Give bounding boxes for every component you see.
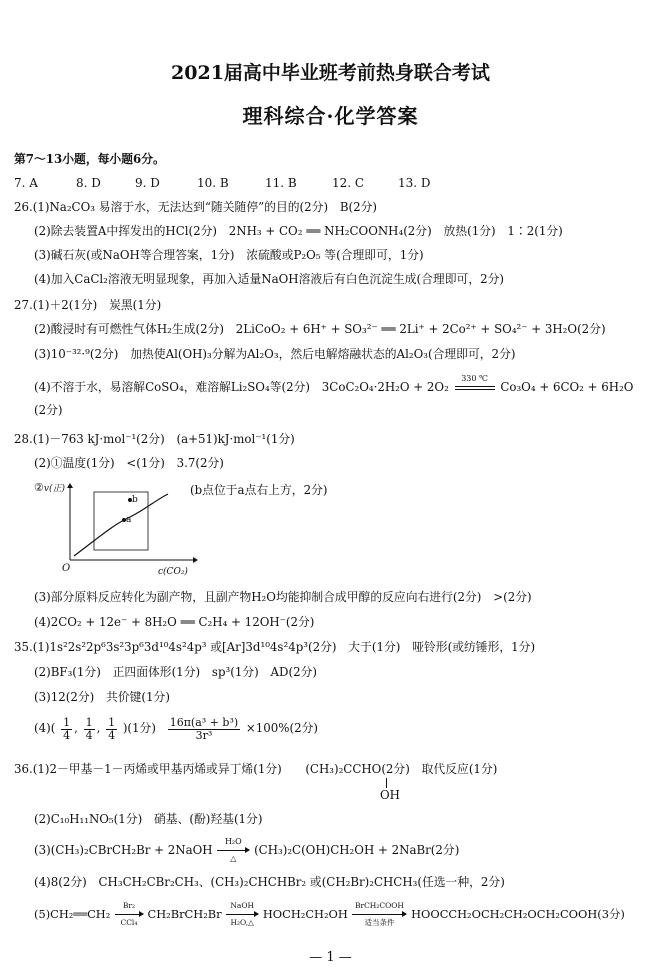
q36-l3-lhs: (3)(CH₃)₂CBrCH₂Br + 2NaOH <box>34 843 213 857</box>
region-box <box>94 492 148 550</box>
graph-y-label: v(正) <box>43 484 65 494</box>
point-b-label: b <box>132 495 138 505</box>
q35-line-3: (3)12(2分) 共价键(1分) <box>34 690 170 704</box>
mc-answer: 11. B <box>265 176 297 190</box>
graph-origin: O <box>62 563 71 574</box>
x-axis-arrow <box>193 557 198 563</box>
q36-l3-rhs: (CH₃)₂C(OH)CH₂OH + 2NaBr(2分) <box>254 843 460 857</box>
q28-line-4: (4)2CO₂ + 12e⁻ + 8H₂O ══ C₂H₄ + 12OH⁻(2分) <box>34 615 315 629</box>
q35-l4-prefix: (4)( <box>34 721 56 735</box>
reaction-condition: NaOH <box>230 901 255 910</box>
q26-line-2: (2)除去装置A中挥发出的HCl(2分) 2NH₃ + CO₂ ══ NH₂COONH₄(2分) 放热(1分) 1∶2(1分) <box>34 224 563 238</box>
q27-line-2: (2)酸浸时有可燃性气体H₂生成(2分) 2LiCoO₂ + 6H⁺ + SO₃²⁻ ══ 2Li⁺ + 2Co²⁺ + SO₄²⁻ + 3H₂O(2分) <box>34 322 606 336</box>
q35-line-2: (2)BF₃(1分) 正四面体形(1分) sp³(1分) AD(2分) <box>34 665 318 679</box>
y-axis-arrow <box>67 483 73 488</box>
fraction: $\frac{1}{4}$ <box>108 715 116 742</box>
reaction-arrow <box>114 901 144 927</box>
q36-l5-part: HOOCCH₂OCH₂CH₂OCH₂COOH(3分) <box>411 907 625 921</box>
graph-x-label: c(CO₂) <box>158 567 188 577</box>
graph-note: (b点位于a点右上方，2分) <box>190 483 328 497</box>
mc-answer: 12. C <box>332 176 365 190</box>
reaction-arrow <box>216 837 250 863</box>
q35-l4-suffix: ×100%(2分) <box>245 721 319 735</box>
mc-answer: 7. A <box>14 176 38 190</box>
q27-line-5: (2分) <box>34 403 63 417</box>
q28-line-1: 28.(1)－763 kJ·mol⁻¹(2分) (a+51)kJ·mol⁻¹(1分) <box>14 432 295 446</box>
q36-l5-part: HOCH₂CH₂OH <box>262 907 348 921</box>
q28-line-3: (3)部分原料反应转化为副产物，且副产物H₂O均能抑制合成甲醇的反应向右进行(2分) >(2分) <box>34 590 532 604</box>
q35-line-4: (4)( $\frac{1}{4}$ , $\frac{1}{4}$ , $\frac{1}{4}$ )(1分) $\frac{\text{16π(a³ + b³)}}{\text{3r³}}$ ×100%(2分) <box>34 715 319 742</box>
point-a-label: a <box>126 515 132 525</box>
q27-line-4 <box>34 374 634 395</box>
reaction-arrow <box>225 901 259 927</box>
q26-line-4: (4)加入CaCl₂溶液无明显现象，再加入适量NaOH溶液后有白色沉淀生成(合理即可，2分) <box>34 272 505 286</box>
reaction-condition: Br₂ <box>122 901 135 910</box>
reaction-condition: CCl₄ <box>120 918 138 927</box>
q27-line-3: (3)10⁻³²·⁹(2分) 加热使Al(OH)₃分解为Al₂O₃，然后电解熔融状态的Al₂O₃(合理即可，2分) <box>34 347 516 361</box>
mc-answer: 10. B <box>197 176 229 190</box>
reaction-condition: BrCH₂COOH <box>354 901 404 910</box>
reaction-condition: 适当条件 <box>364 918 395 927</box>
reaction-condition: 330 ℃ <box>461 374 488 383</box>
fraction: $\frac{1}{4}$ <box>85 715 93 742</box>
q36-line-2: (2)C₁₀H₁₁NO₅(1分) 硝基、(酚)羟基(1分) <box>34 812 263 826</box>
rate-curve <box>74 494 168 556</box>
q36-line-1: 36.(1)2－甲基－1－丙烯或甲基丙烯或异丁烯(1分) (CH₃)₂CCHO(2分) 取代反应(1分) <box>14 762 498 776</box>
q36-l5-part: (5)CH₂══CH₂ <box>34 907 111 921</box>
intro-text: 第7～13小题，每小题6分。 <box>14 152 165 166</box>
q26-line-3: (3)碱石灰(或NaOH等合理答案，1分) 浓硫酸或P₂O₅ 等(合理即可，1分) <box>34 248 424 262</box>
q36-line-4: (4)8(2分) CH₃CH₂CBr₂CH₃、(CH₃)₂CHCHBr₂ 或(CH₂Br)₂CHCH₃(任选一种，2分) <box>34 875 505 889</box>
oh-group: OH <box>380 788 400 802</box>
q35-l4-mid: )(1分) <box>122 721 156 735</box>
q36-line-3 <box>34 837 460 863</box>
mc-answer: 8. D <box>76 176 101 190</box>
q27-line-1: 27.(1)＋2(1分) 炭黑(1分) <box>14 298 162 312</box>
q35-line-1: 35.(1)1s²2s²2p⁶3s²3p⁶3d¹⁰4s²4p³ 或[Ar]3d¹⁰4s²4p³(2分) 大于(1分) 哑铃形(或纺锤形，1分) <box>14 640 536 654</box>
reaction-arrow <box>351 901 407 927</box>
exam-title: 2021届高中毕业班考前热身联合考试 <box>171 62 490 84</box>
fraction: $\frac{1}{4}$ <box>63 715 71 742</box>
subject-title: 理科综合·化学答案 <box>242 104 419 128</box>
q36-l5-part: CH₂BrCH₂Br <box>147 907 222 921</box>
q27-l4-lhs: (4)不溶于水，易溶解CoSO₄，难溶解Li₂SO₄等(2分) 3CoC₂O₄·2H₂O + 2O₂ <box>34 380 449 394</box>
mc-answer: 13. D <box>398 176 431 190</box>
reaction-arrow <box>453 374 497 395</box>
page-number: — 1 — <box>309 950 352 965</box>
graph-marker: ② <box>34 481 44 494</box>
fraction: $\frac{\text{16π(a³ + b³)}}{\text{3r³}}$ <box>169 715 239 742</box>
reaction-condition: H₂O <box>224 837 242 846</box>
mc-answer: 9. D <box>135 176 160 190</box>
q26-line-1: 26.(1)Na₂CO₃ 易溶于水，无法达到“随关随停”的目的(2分) B(2分) <box>14 200 378 214</box>
q28-line-2: (2)①温度(1分) <(1分) 3.7(2分) <box>34 456 224 470</box>
oh-bond <box>386 778 387 788</box>
q36-line-5 <box>34 901 625 927</box>
reaction-condition: △ <box>230 854 237 863</box>
q27-l4-rhs: Co₃O₄ + 6CO₂ + 6H₂O <box>500 380 634 394</box>
reaction-condition: H₂O,△ <box>230 918 254 927</box>
